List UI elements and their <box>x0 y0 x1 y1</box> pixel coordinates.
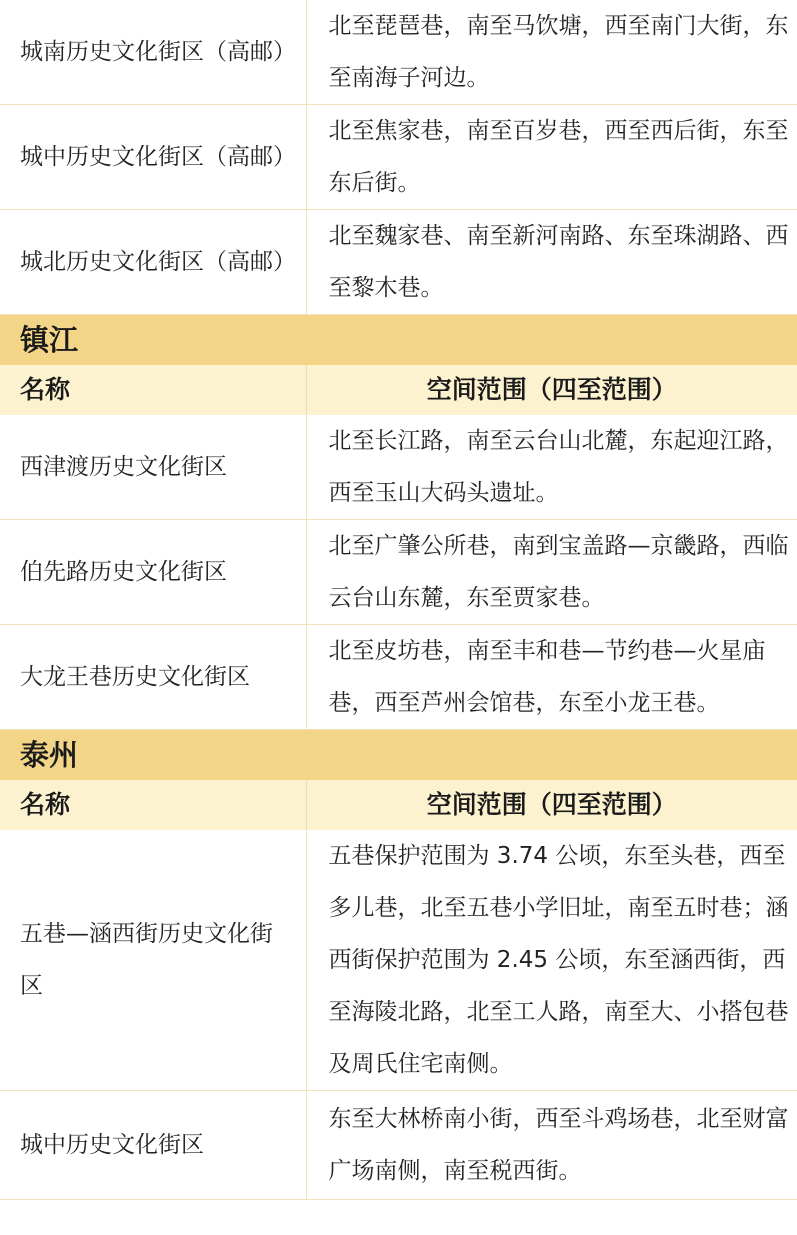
district-name: 城中历史文化街区（高邮） <box>0 105 306 210</box>
district-name: 城中历史文化街区 <box>0 1091 306 1200</box>
district-name: 西津渡历史文化街区 <box>0 415 306 520</box>
table-row <box>0 210 797 315</box>
table-row <box>0 1091 797 1200</box>
table-row <box>0 520 797 625</box>
district-range: 五巷保护范围为 3.74 公顷，东至头巷，西至多儿巷，北至五巷小学旧址，南至五时巷；涵西街保护范围为 2.45 公顷，东至涵西街，西至海陵北路，北至工人路，南至大、小搭包巷及周氏住宅南侧。 <box>306 830 797 1091</box>
table-row <box>0 625 797 730</box>
district-range: 北至皮坊巷，南至丰和巷—节约巷—火星庙巷，西至芦州会馆巷，东至小龙王巷。 <box>306 625 797 730</box>
column-header-range: 空间范围（四至范围） <box>306 365 797 415</box>
district-range: 东至大林桥南小街，西至斗鸡场巷，北至财富广场南侧，南至税西街。 <box>306 1091 797 1200</box>
district-range: 北至长江路，南至云台山北麓，东起迎江路，西至玉山大码头遗址。 <box>306 415 797 520</box>
district-name: 城北历史文化街区（高邮） <box>0 210 306 315</box>
city-section-header <box>0 315 797 366</box>
column-header-name: 名称 <box>0 365 306 415</box>
table-row <box>0 0 797 105</box>
table-row <box>0 105 797 210</box>
column-header-row <box>0 365 797 415</box>
district-range: 北至琵琶巷，南至马饮塘，西至南门大街，东至南海子河边。 <box>306 0 797 105</box>
district-name: 城南历史文化街区（高邮） <box>0 0 306 105</box>
table-row <box>0 830 797 1091</box>
district-range: 北至魏家巷、南至新河南路、东至珠湖路、西至黎木巷。 <box>306 210 797 315</box>
city-section-header <box>0 730 797 781</box>
district-range: 北至焦家巷，南至百岁巷，西至西后街，东至东后街。 <box>306 105 797 210</box>
column-header-range: 空间范围（四至范围） <box>306 780 797 830</box>
table-row <box>0 415 797 520</box>
district-name: 伯先路历史文化街区 <box>0 520 306 625</box>
district-name: 大龙王巷历史文化街区 <box>0 625 306 730</box>
district-range: 北至广肇公所巷，南到宝盖路—京畿路，西临云台山东麓，东至贾家巷。 <box>306 520 797 625</box>
column-header-name: 名称 <box>0 780 306 830</box>
column-header-row <box>0 780 797 830</box>
district-name: 五巷—涵西街历史文化街区 <box>0 830 306 1091</box>
city-title: 泰州 <box>0 730 797 781</box>
city-title: 镇江 <box>0 315 797 366</box>
